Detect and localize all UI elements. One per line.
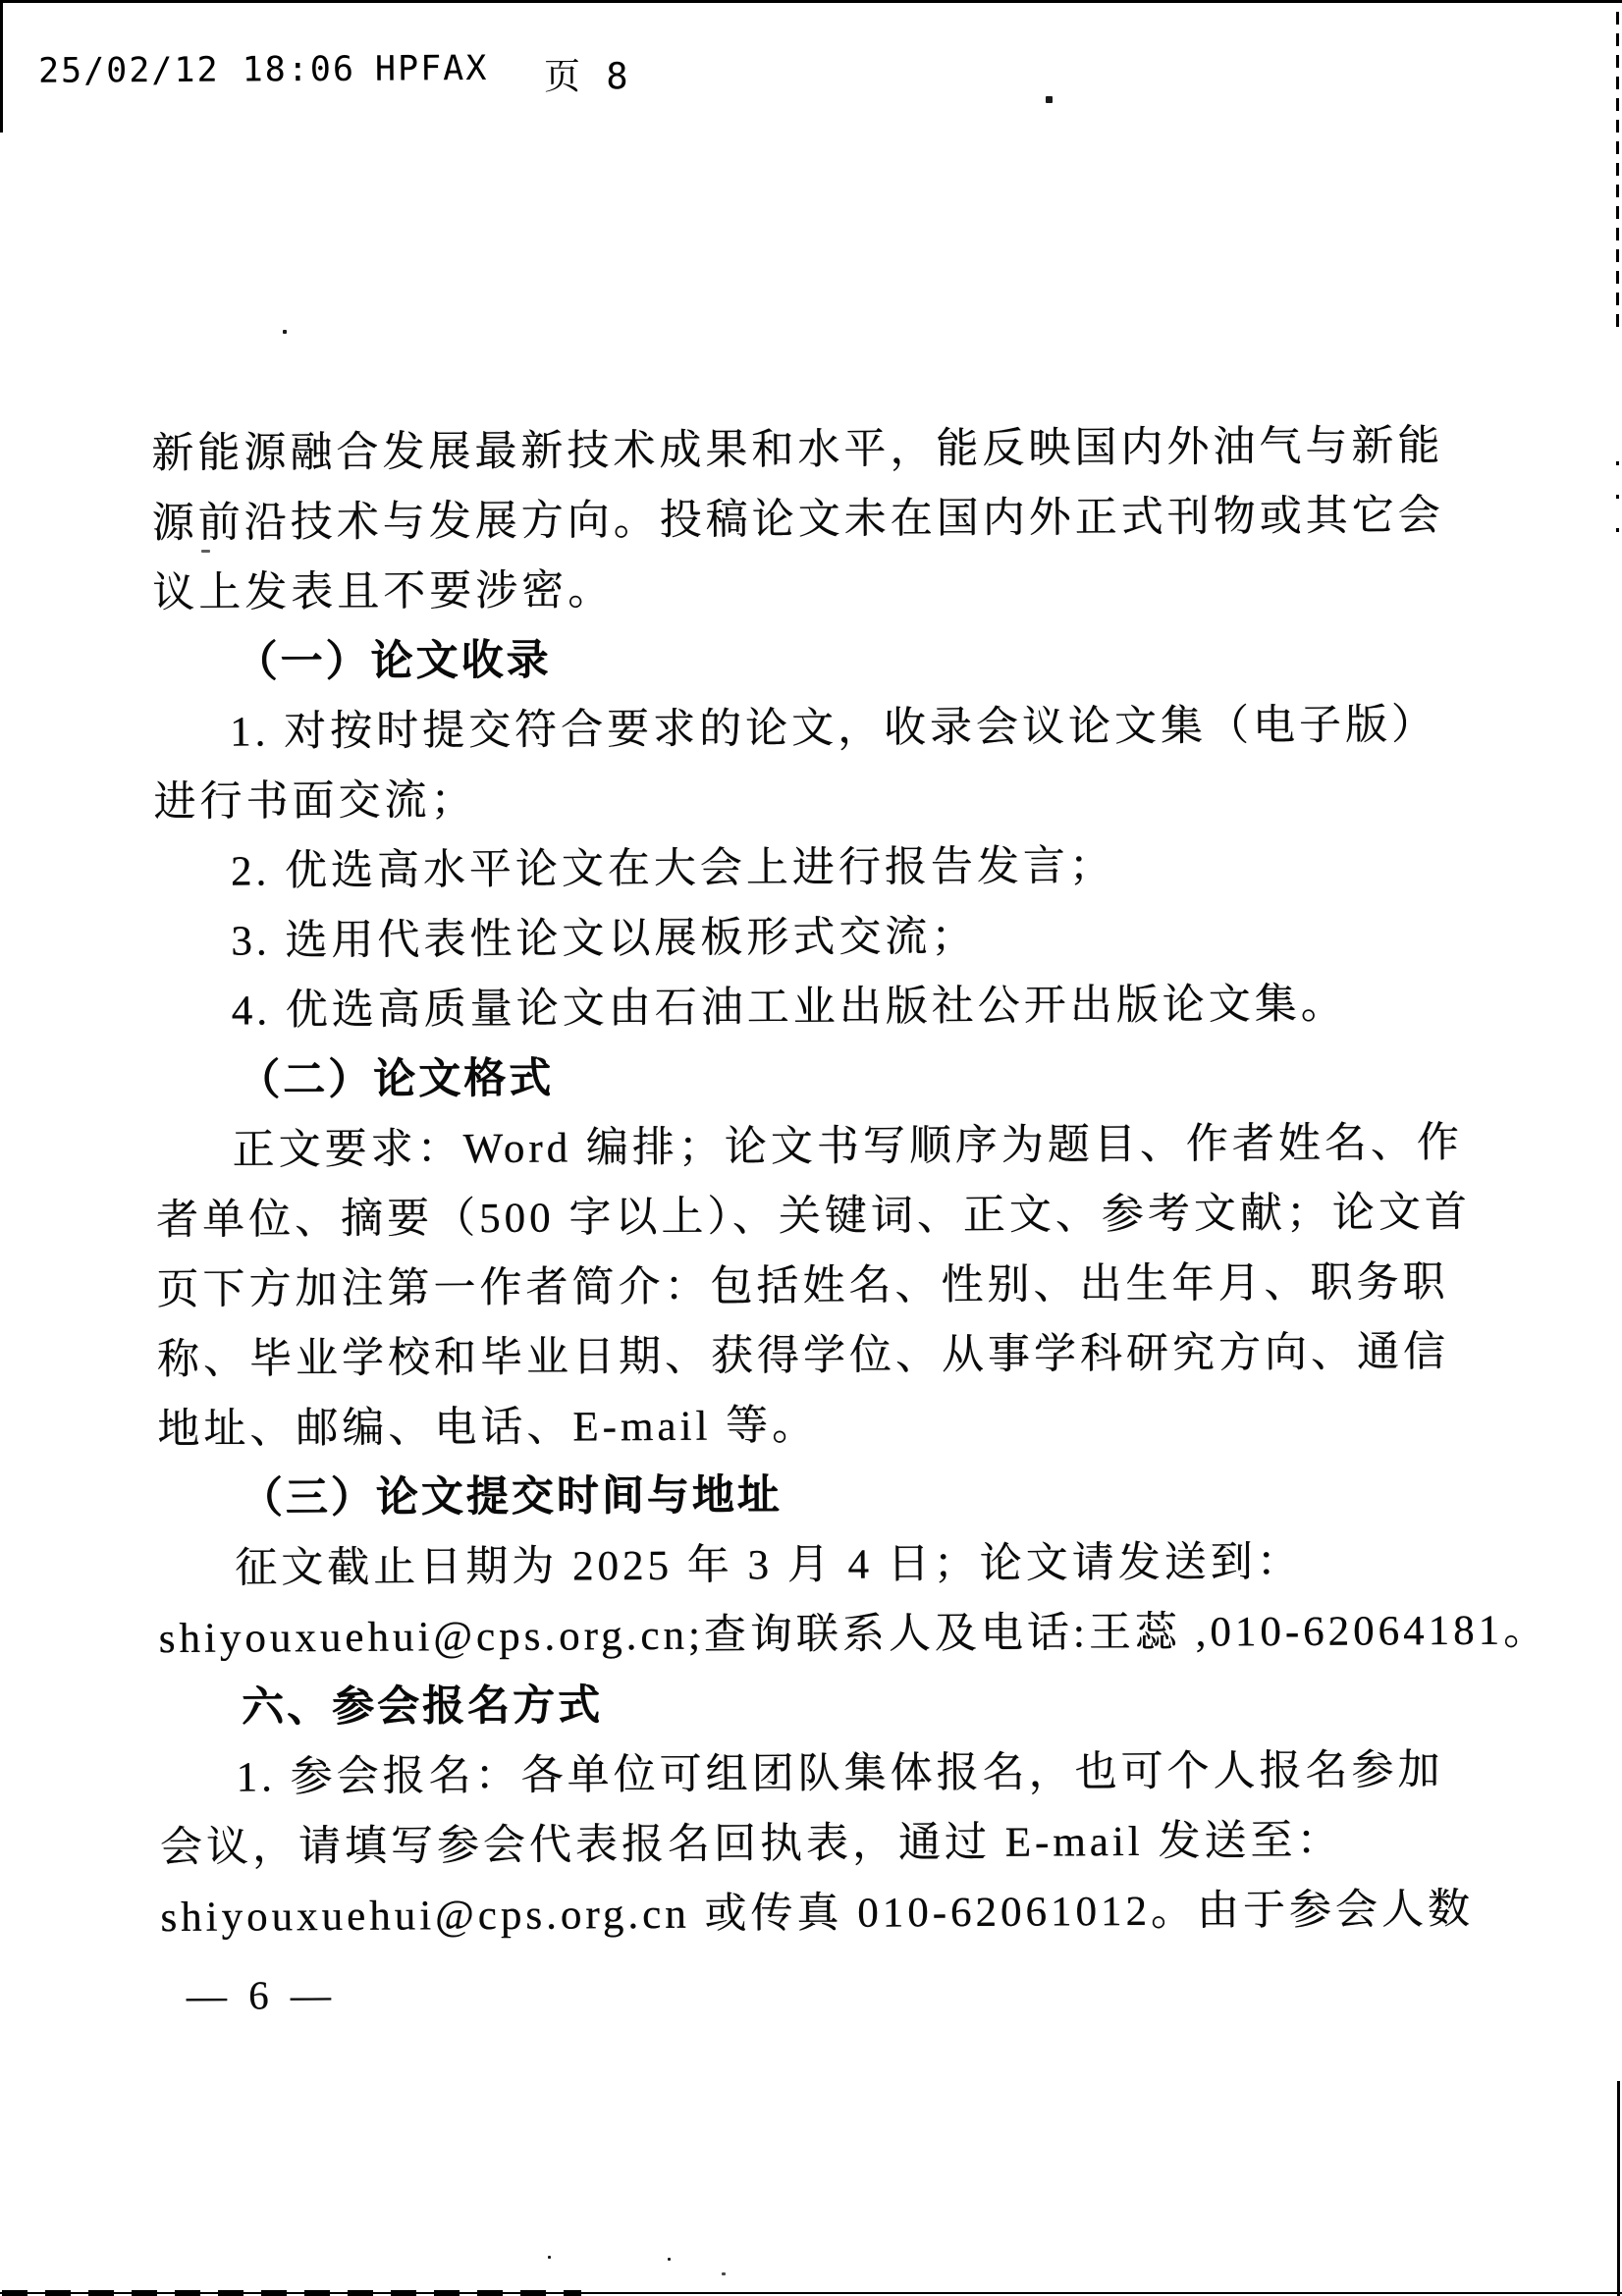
document-lines: [151, 407, 1550, 1949]
text-line: 页下方加注第一作者简介：包括姓名、性别、出生年月、职务职: [156, 1259, 1449, 1314]
fax-datetime: 25/02/12 18:06: [37, 49, 356, 91]
text-line: 新能源融合发展最新技术成果和水平，能反映国内外油气与新能: [151, 423, 1444, 478]
text-line: 会议，请填写参会代表报名回执表，通过 E-mail 发送至：: [159, 1817, 1343, 1872]
text-line: 4. 优选高质量论文由石油工业出版社公开出版论文集。: [231, 981, 1347, 1035]
text-line: 源前沿技术与发展方向。投稿论文未在国内外正式刊物或其它会: [151, 493, 1444, 548]
page-number: — 6 —: [186, 1971, 338, 2018]
text-line: shiyouxuehui@cps.org.cn 或传真 010-62061012。由于参会人数: [160, 1886, 1475, 1942]
text-line: 六、参会报名方式: [242, 1681, 604, 1733]
scan-artifact-right-edge-dashes: [1616, 12, 1619, 336]
text-line: （三）论文提交时间与地址: [240, 1472, 784, 1522]
scan-speck: [668, 2258, 671, 2261]
text-line: （二）论文格式: [238, 1055, 555, 1104]
scan-speck: [722, 2272, 726, 2275]
scan-speck: [201, 550, 210, 553]
fax-device-id: HPFAX: [374, 48, 489, 89]
fax-header: [0, 42, 1616, 97]
text-line: 2. 优选高水平论文在大会上进行报告发言；: [230, 843, 1116, 895]
text-line: （一）论文收录: [235, 637, 552, 686]
scan-speck: [283, 330, 287, 334]
scan-speck: [548, 2256, 551, 2259]
text-line: 1. 对按时提交符合要求的论文，收录会议论文集（电子版）: [229, 702, 1438, 756]
scan-artifact-right-edge-line: [1617, 2081, 1620, 2296]
text-line: 地址、邮编、电话、E-mail 等。: [157, 1402, 819, 1454]
scan-artifact-top-edge: [0, 0, 1622, 3]
fax-page-label: 页 8: [543, 55, 630, 98]
scan-artifact-right-edge-dots: [1616, 461, 1619, 560]
text-line: shiyouxuehui@cps.org.cn;查询联系人及电话:王蕊 ,010-62064181。: [158, 1607, 1550, 1663]
text-line: 进行书面交流；: [153, 777, 477, 827]
text-line: 称、毕业学校和毕业日期、获得学位、从事学科研究方向、通信: [156, 1329, 1450, 1384]
scan-artifact-bottom-dashes: [2, 2290, 581, 2296]
text-line: 者单位、摘要（500 字以上）、关键词、正文、参考文献；论文首: [156, 1189, 1472, 1245]
text-line: 征文截止日期为 2025 年 3 月 4 日；论文请发送到：: [235, 1538, 1303, 1592]
text-line: 正文要求：Word 编排；论文书写顺序为题目、作者姓名、作: [232, 1119, 1464, 1174]
scan-speck: [1046, 96, 1053, 103]
text-line: 3. 选用代表性论文以展板形式交流；: [231, 913, 978, 965]
text-line: 1. 参会报名：各单位可组团队集体报名，也可个人报名参加: [236, 1747, 1444, 1801]
text-line: 议上发表且不要涉密。: [152, 567, 615, 617]
scan-artifact-left-edge: [0, 0, 3, 133]
